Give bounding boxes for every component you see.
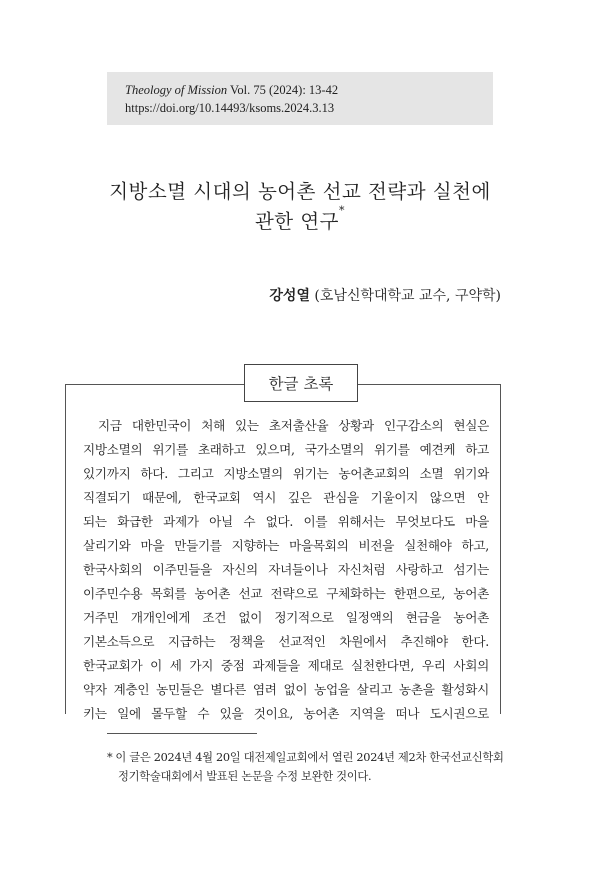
paper-title-text: 관한 연구 (254, 210, 340, 233)
footnote-text-2: 정기학술대회에서 발표된 논문을 수정 보완한 것이다. (118, 770, 372, 783)
abstract-line: 한국교회가 이 세 가지 중점 과제들을 제대로 실천한다면, 우리 사회의 (83, 658, 489, 673)
footnote-first-line (107, 751, 504, 764)
abstract-line: 지방소멸의 위기를 초래하고 있으며, 국가소멸의 위기를 예견케 하고 (83, 442, 489, 457)
abstract-line: 되는 화급한 과제가 아닐 수 없다. 이를 위해서는 무엇보다도 마을 (83, 514, 489, 529)
paper-title-line-2 (0, 206, 600, 234)
journal-citation (125, 83, 338, 98)
author-line (269, 285, 501, 305)
abstract-line: 키는 일에 몰두할 수 있을 것이요, 농어촌 지역을 떠나 도시권으로 (83, 706, 489, 721)
abstract-line: 기본소득으로 지급하는 정책을 선교적인 차원에서 추진해야 한다. (83, 634, 489, 649)
abstract-line: 직결되기 때문에, 한국교회 역시 깊은 관심을 기울이지 않으면 안 (83, 490, 489, 505)
journal-header (107, 72, 493, 125)
footnote-text-1: 이 글은 2024년 4월 20일 대전제일교회에서 열린 2024년 제2차 한국선교신학회 (115, 751, 504, 764)
paper-title-line-1: 지방소멸 시대의 농어촌 선교 전략과 실천에 (109, 180, 491, 203)
abstract-line: 이주민수용 목회를 농어촌 선교 전략으로 구체화하는 한편으로, 농어촌 (83, 586, 489, 601)
doi-link[interactable]: https://doi.org/10.14493/ksoms.2024.3.13 (125, 101, 335, 115)
abstract-line: 약자 계층인 농민들은 별다른 염려 없이 농업을 살리고 농촌을 활성화시 (83, 682, 489, 697)
abstract-line: 있기까지 하다. 그리고 지방소멸의 위기는 농어촌교회의 소멸 위기와 (83, 466, 489, 481)
abstract-line: 지금 대한민국이 처해 있는 초저출산율 상황과 인구감소의 현실은 (98, 418, 489, 433)
abstract-line: 살리기와 마을 만들기를 지향하는 마을목회의 비전을 실천해야 하고, (83, 538, 489, 553)
footnote (107, 748, 504, 786)
abstract-line: 거주민 개개인에게 조건 없이 정기적으로 일정액의 현금을 농어촌 (83, 610, 489, 625)
author-affiliation: (호남신학대학교 교수, 구약학) (309, 288, 501, 304)
footnote-mark: * (107, 751, 113, 764)
author-name: 강성열 (269, 288, 310, 304)
footnote-divider (107, 733, 257, 734)
abstract-line: 한국사회의 이주민들을 자신의 자녀들이나 자신처럼 사랑하고 섬기는 (83, 562, 489, 577)
volume-info: Vol. 75 (2024): 13-42 (227, 83, 339, 97)
footnote-reference-marker[interactable]: * (339, 204, 346, 217)
abstract-heading: 한글 초록 (244, 364, 358, 402)
journal-name: Theology of Mission (125, 83, 228, 97)
